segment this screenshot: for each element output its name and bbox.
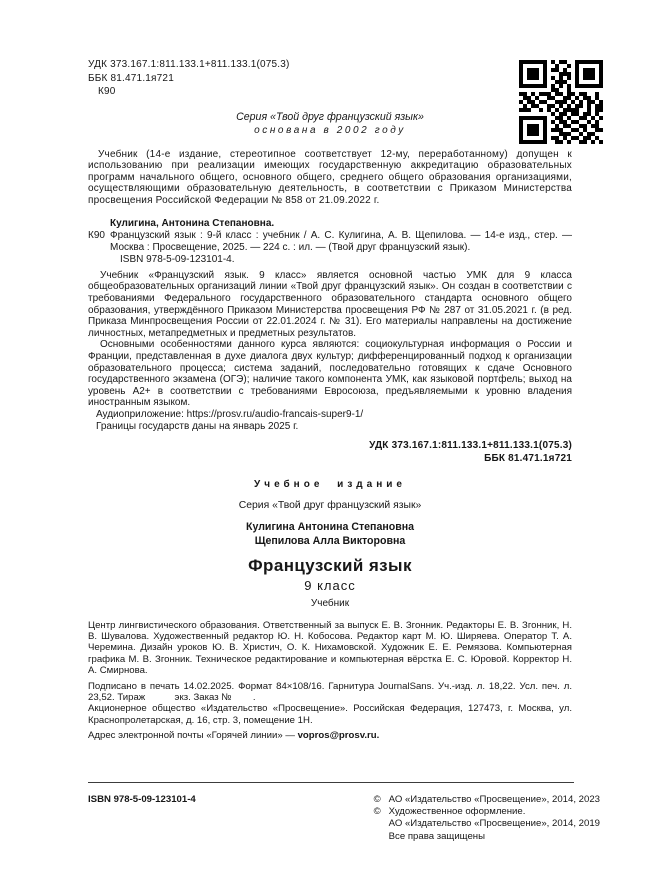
catalog-entry [88,218,572,265]
book-grade: 9 класс [304,578,356,594]
edition-block [88,479,572,610]
qr-code [519,60,603,144]
production-credits: Центр лингвистического образования. Ответственный за выпуск Е. В. Згонник. Редакторы Е. В. Згонник, Н. В. Шувалова. Художественный редактор Ю. Н. Кобосова. Редактор карт М. Ю. Ширяева. Оператор Т. А. Черемина. Дизайн уроков Ю. В. Христич, О. К. Нихамовской. Художник Е. Е. Ремязова. Компьютерная графика М. В. Згонник. Техническое редактирование и компьютерная вёрстка Е. С. Юровой. Корректор Н. А. Смирнова. [88,619,572,676]
print-run-info: Подписано в печать 14.02.2025. Формат 84×108/16. Гарнитура JournalSans. Уч.-изд. л. 18,22. Усл. печ. л. 23,52. Тираж экз. Заказ № . [88,680,572,704]
copyright-text-1: АО «Издательство «Просвещение», 2014, 2023 [388,794,600,805]
series-block [88,111,572,138]
edition-type: Учебное издание [254,479,406,491]
bbk-code-right: ББК 81.471.1я721 [484,453,572,465]
bbk-code: ББК 81.471.1я721 [88,72,174,84]
book-title: Французский язык [248,556,412,576]
copyright-mark-3 [374,818,386,830]
catalog-isbn: ISBN 978-5-09-123101-4. [120,254,235,266]
udk-code-right: УДК 373.167.1:811.133.1+811.133.1(075.3) [369,440,572,452]
footer-row [88,794,600,843]
annotation-paragraph-1: Учебник «Французский язык. 9 класс» является основной частью УМК для 9 класса общеобразовательных организаций линии «Твой друг французский язык». Он создан в соответствии с требованиями Федерального государственного образовательного стандарта основного общего образования, утверждённого Приказом Министерства просвещения РФ № 287 от 31.05.2021 г. (в ред. Приказа Минпросвещения России от 22.01.2024 г. № 31). Его материалы направлены на достижение личностных, метапредметных и предметных результатов. [88,269,572,339]
copyright-block [374,794,600,843]
annotation-paragraph-2: Основными особенностями данного курса являются: социокультурная информация о России и Франции, представленная в духе диалога двух культур; дифференцированный подход к организации образовательного процесса; система заданий, последовательно готовящих к сдаче Основного государственного экзамена (ОГЭ); наличие такого компонента УМК, как языковой портфель; выход на уровень А2+ в соответствии с требованиями Евросоюза, предъявляемыми к уровню владения иностранным языком. [88,339,572,409]
catalog-code: К90 [88,230,105,242]
edition-author-2: Щепилова Алла Викторовна [254,534,406,547]
author-sign-code: К90 [98,86,116,97]
edition-authors [88,521,572,548]
audio-app-link: Аудиоприложение: https://prosv.ru/audio-francais-super9-1/ [96,408,364,420]
state-borders-note: Границы государств даны на январь 2025 г. [96,420,299,432]
hotline-line [88,730,572,741]
classification-codes [88,58,572,99]
hotline-email: vopros@prosv.ru. [297,729,380,741]
catalog-bibliography: Французский язык : 9-й класс : учебник / А. С. Кулигина, А. В. Щепилова. — 14-е изд., стер. — Москва : Просвещение, 2025. — 224 с. : ил. — (Твой друг французский язык). [110,230,572,253]
approval-note: Учебник (14-е издание, стереотипное соответствует 12-му, переработанному) допущен к использованию при реализации имеющих государственную аккредитацию образовательных программ начального общего, основного общего, среднего общего образования организациями, осуществляющими образовательную деятельность, в соответствии с Приказом Министерства просвещения Российской Федерации № 858 от 21.09.2022 г. [88,148,572,206]
copyright-mark-4 [374,831,386,843]
series-title: Серия «Твой друг французский язык» [236,110,424,123]
book-subtitle: Учебник [310,598,350,610]
hotline-text: Адрес электронной почты «Горячей линии» — [88,729,298,741]
footer [88,782,600,843]
edition-series: Серия «Твой друг французский язык» [238,499,422,511]
catalog-author: Кулигина, Антонина Степановна. [110,218,275,230]
copyright-text-3: АО «Издательство «Просвещение», 2014, 2019 [388,818,600,830]
series-founded-note: основана в 2002 году [254,125,406,136]
udk-code: УДК 373.167.1:811.133.1+811.133.1(075.3) [88,59,290,70]
footer-divider [88,782,574,783]
copyright-text-2: Художественное оформление. [388,806,526,818]
copyright-mark-2: © [373,806,381,818]
catalog-row [88,230,572,266]
annotation-block [88,270,572,432]
catalog-body [110,230,572,266]
classification-codes-right [88,439,572,465]
copyright-mark-1: © [373,794,381,805]
copyright-text-4: Все права защищены [388,830,485,842]
edition-author-1: Кулигина Антонина Степановна [245,521,415,534]
publisher-address: Акционерное общество «Издательство «Просвещение». Российская Федерация, 127473, г. Москва, ул. Краснопролетарская, д. 16, стр. 3, помещение 1Н. [88,703,572,726]
top-row [88,58,572,99]
isbn-footer: ISBN 978-5-09-123101-4 [88,794,196,805]
